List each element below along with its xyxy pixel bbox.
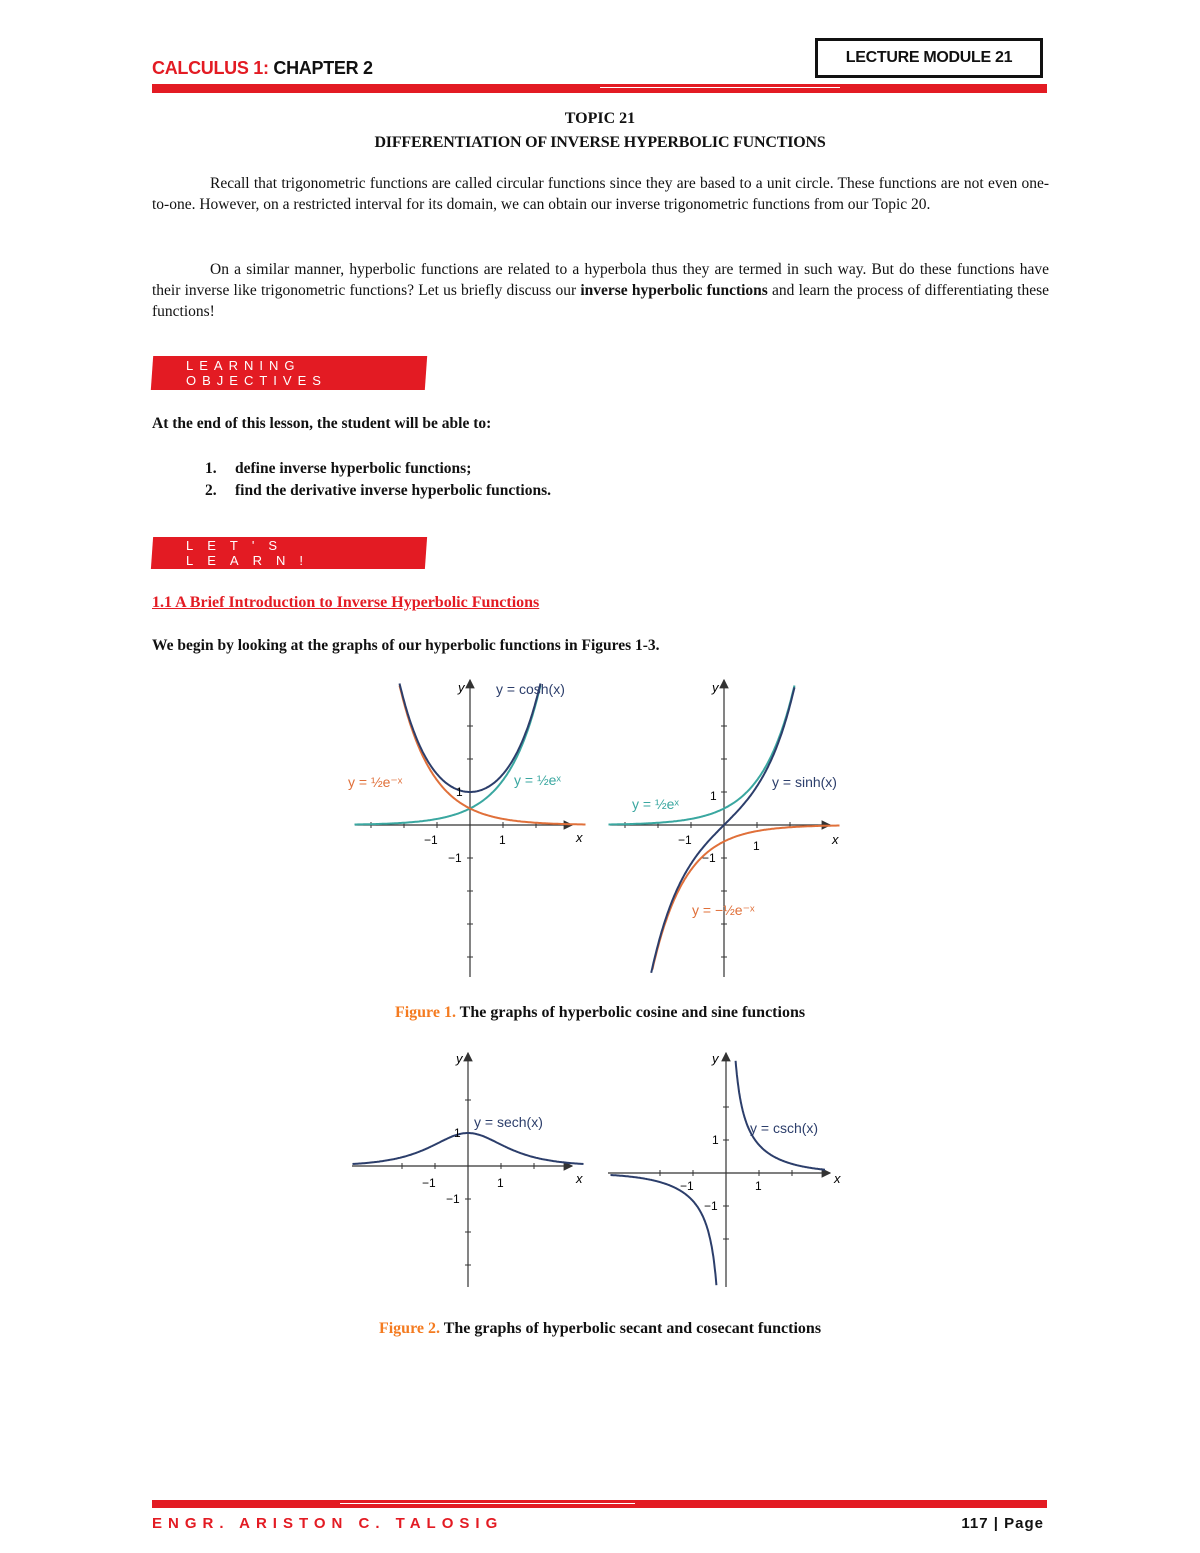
figure-1-caption <box>0 1004 1200 1022</box>
list-number: 1. <box>205 460 217 477</box>
sinh-curve <box>651 687 794 972</box>
paragraph-text-end: and learn the process of differentiating these functions! <box>152 282 1050 320</box>
course-header <box>152 58 373 79</box>
sech-plot <box>352 1051 584 1287</box>
list-text: define inverse hyperbolic functions; <box>235 460 472 477</box>
chapter-label: CHAPTER 2 <box>268 58 373 78</box>
cosh-plot <box>348 680 586 977</box>
neg-half-exp-curve <box>652 826 839 970</box>
section-intro: We begin by looking at the graphs of our hyperbolic functions in Figures 1-3. <box>152 637 660 654</box>
module-label: LECTURE MODULE 21 <box>845 49 1013 66</box>
author-name: ENGR. ARISTON C. TALOSIG <box>152 1515 504 1532</box>
tick-label: 1 <box>497 1176 504 1190</box>
tick-label: 1 <box>710 789 717 803</box>
half-exp-label: y = ½eˣ <box>514 772 562 788</box>
half-exp-curve <box>355 686 541 825</box>
tick-label: −1 <box>704 1199 718 1213</box>
figure-label: Figure 1. <box>394 1004 456 1021</box>
objectives-banner <box>151 356 427 390</box>
tick-label: −1 <box>424 833 438 847</box>
intro-paragraph: Recall that trigonometric functions are called circular functions since they are based to a unit circle. These functions are not even one-to-one. However, on a restricted interval for its domain, we can obtain our inverse trigonometric functions from our Topic 20. <box>152 175 1049 213</box>
tick-label: 1 <box>712 1133 719 1147</box>
footer-rule <box>152 1500 1047 1508</box>
objectives-intro: At the end of this lesson, the student will be able to: <box>152 415 492 432</box>
half-exp-neg-curve <box>400 686 586 825</box>
y-axis-label: y <box>458 680 465 695</box>
topic-title: TOPIC 21 <box>564 110 636 127</box>
header-rule-thin <box>600 87 840 88</box>
tick-label: −1 <box>422 1176 436 1190</box>
half-exp-label: y = ½eˣ <box>632 796 680 812</box>
neg-half-exp-label: y = −½e⁻ˣ <box>692 902 755 918</box>
learn-banner-label: LET'S LEARN! <box>186 538 317 568</box>
list-item <box>205 458 551 480</box>
y-axis-label: y <box>712 1051 719 1066</box>
topic-subtitle: DIFFERENTIATION OF INVERSE HYPERBOLIC FUNCTIONS <box>374 134 826 151</box>
x-axis-label: x <box>576 830 583 845</box>
y-axis-label: y <box>712 680 719 695</box>
list-text: find the derivative inverse hyperbolic functions. <box>235 482 552 499</box>
tick-label: −1 <box>678 833 692 847</box>
course-label: CALCULUS 1: <box>152 58 269 78</box>
list-number: 2. <box>205 482 217 499</box>
learn-banner <box>151 537 427 569</box>
module-badge <box>815 38 1043 78</box>
figure-2 <box>340 1045 860 1295</box>
paragraph-bold: inverse hyperbolic functions <box>580 282 768 299</box>
tick-label: 1 <box>456 785 463 799</box>
page-number: 117 | Page <box>961 1515 1044 1532</box>
sech-label: y = sech(x) <box>474 1114 543 1130</box>
tick-label: −1 <box>702 851 716 865</box>
footer-rule-thin <box>340 1503 635 1504</box>
figure-2-caption <box>0 1320 1200 1338</box>
tick-label: 1 <box>753 839 760 853</box>
tick-label: 1 <box>454 1126 461 1140</box>
x-axis-label: x <box>576 1171 583 1186</box>
list-item <box>205 480 551 502</box>
y-axis-label: y <box>456 1051 463 1066</box>
csch-label: y = csch(x) <box>750 1120 819 1136</box>
sinh-label: y = sinh(x) <box>772 774 837 790</box>
tick-label: −1 <box>680 1179 694 1193</box>
cosh-label: y = cosh(x) <box>496 681 565 697</box>
tick-label: −1 <box>448 851 462 865</box>
csch-plot <box>608 1051 841 1287</box>
tick-label: −1 <box>446 1192 460 1206</box>
tick-label: 1 <box>755 1179 762 1193</box>
tick-label: 1 <box>499 833 506 847</box>
half-exp-neg-label: y = ½e⁻ˣ <box>348 774 403 790</box>
sinh-plot <box>609 680 840 977</box>
objectives-list <box>205 458 551 502</box>
second-paragraph <box>152 259 1049 322</box>
csch-curve-negative <box>611 1175 717 1285</box>
figure-label: Figure 2. <box>378 1320 440 1337</box>
x-axis-label: x <box>834 1171 841 1186</box>
csch-curve-positive <box>736 1061 825 1170</box>
x-axis-label: x <box>832 832 839 847</box>
objectives-banner-label: LEARNING OBJECTIVES <box>186 358 327 388</box>
figure-1 <box>340 672 860 982</box>
section-title: 1.1 A Brief Introduction to Inverse Hyperbolic Functions <box>152 594 540 611</box>
paragraph-text: On a similar manner, hyperbolic functions are related to a hyperbola thus they are termed in such way. But do these functions have their inverse like trigonometric functions? Let us briefly discuss our <box>152 261 1049 299</box>
caption-text: The graphs of hyperbolic secant and cosecant functions <box>439 1320 822 1337</box>
caption-text: The graphs of hyperbolic cosine and sine functions <box>455 1004 806 1021</box>
header-rule <box>152 84 1047 93</box>
